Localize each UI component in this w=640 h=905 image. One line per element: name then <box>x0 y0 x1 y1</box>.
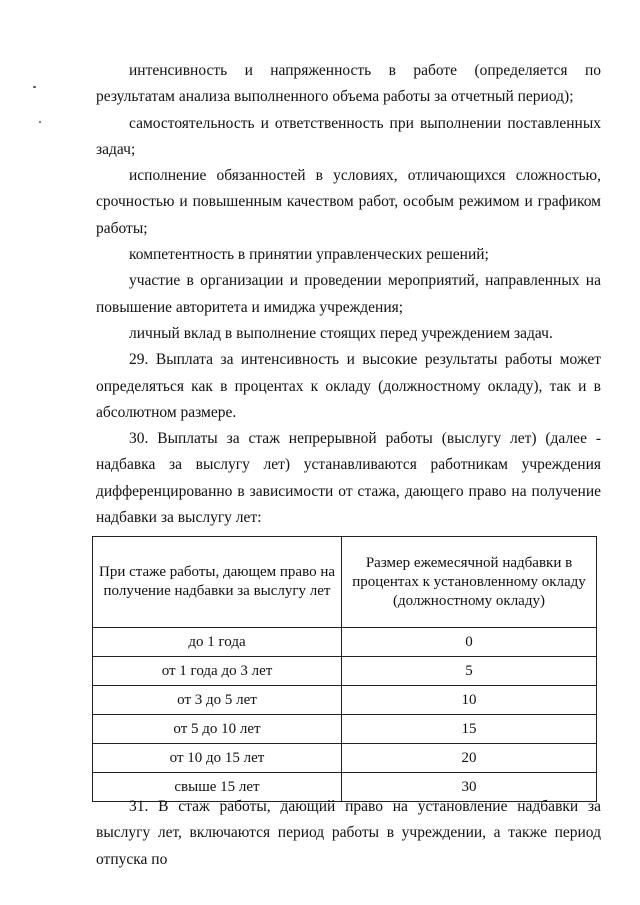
seniority-table <box>92 536 597 802</box>
document-body <box>96 58 601 531</box>
header-bonus-size: Размер ежемесячной надбавки в процентах к установленному окладу (должностному окладу) <box>342 537 597 628</box>
table-row <box>93 686 597 715</box>
cell-seniority: от 1 года до 3 лет <box>93 657 342 686</box>
table-row <box>93 657 597 686</box>
paragraph-independence: самостоятельность и ответственность при выполнении поставленных задач; <box>96 114 601 158</box>
cell-seniority: до 1 года <box>93 628 342 657</box>
cell-seniority: от 5 до 10 лет <box>93 715 342 744</box>
table-header-row <box>93 537 597 628</box>
cell-seniority: от 3 до 5 лет <box>93 686 342 715</box>
header-seniority: При стаже работы, дающем право на получение надбавки за выслугу лет <box>93 537 342 628</box>
cell-percent: 0 <box>342 628 597 657</box>
cell-percent: 20 <box>342 744 597 773</box>
document-tail <box>96 794 601 873</box>
paragraph-29: 29. Выплата за интенсивность и высокие результаты работы может определяться как в процентах к окладу (должностному окладу), так и в абсолютном размере. <box>96 351 601 421</box>
cell-percent: 15 <box>342 715 597 744</box>
paragraph-contribution: личный вклад в выполнение стоящих перед учреждением задач. <box>129 324 553 342</box>
paragraph-intensity: интенсивность и напряженность в работе (определяется по результатам анализа выполненного объема работы за отчетный период); <box>96 62 601 106</box>
paragraph-events: участие в организации и проведении мероприятий, направленных на повышение авторитета и имиджа учреждения; <box>96 272 601 316</box>
table-row <box>93 628 597 657</box>
cell-percent: 5 <box>342 657 597 686</box>
scan-speck <box>33 86 36 88</box>
table-row <box>93 744 597 773</box>
cell-seniority: свыше 15 лет <box>93 773 342 802</box>
paragraph-competence: компетентность в принятии управленческих решений; <box>129 246 489 264</box>
paragraph-duties: исполнение обязанностей в условиях, отличающихся сложностью, срочностью и повышенным качеством работ, особым режимом и графиком работы; <box>96 167 601 237</box>
scan-speck <box>39 121 41 123</box>
paragraph-30: 30. Выплаты за стаж непрерывной работы (выслугу лет) (далее - надбавка за выслугу лет) устанавливаются работникам учреждения дифференцированно в зависимости от стажа, дающего право на получение надбавки за выслугу лет: <box>96 430 601 527</box>
cell-percent: 10 <box>342 686 597 715</box>
cell-seniority: от 10 до 15 лет <box>93 744 342 773</box>
cell-percent: 30 <box>342 773 597 802</box>
paragraph-31: 31. В стаж работы, дающий право на установление надбавки за выслугу лет, включаются период работы в учреждении, а также период отпуска по <box>96 798 601 868</box>
table-row <box>93 715 597 744</box>
